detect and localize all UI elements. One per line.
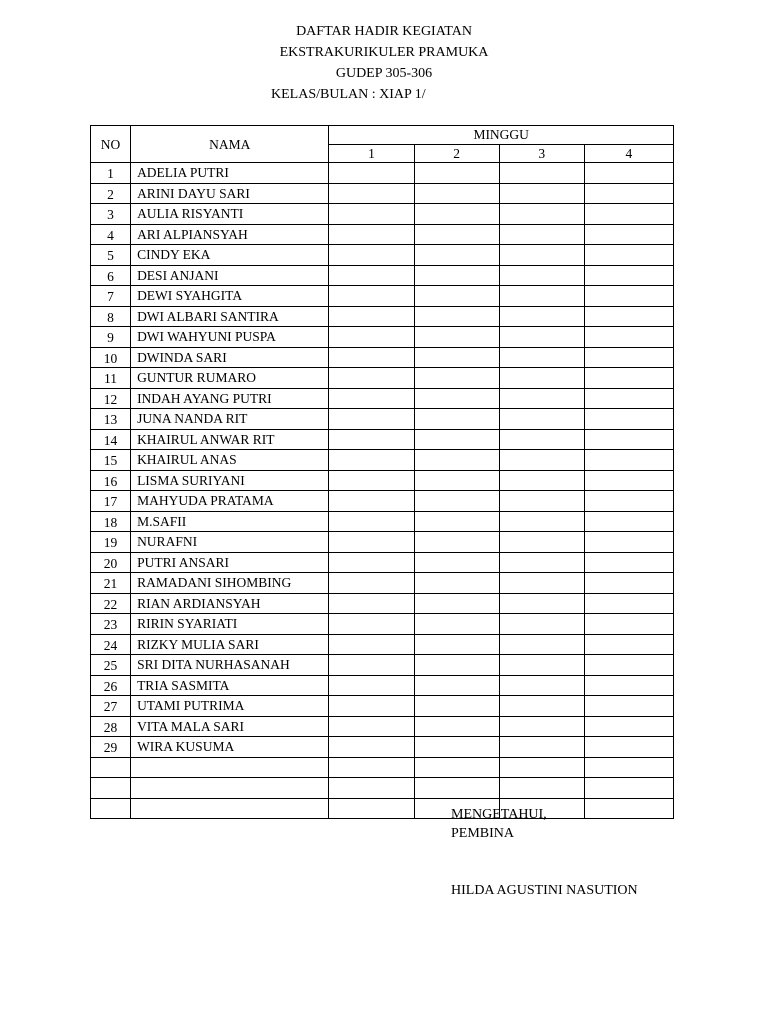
week-3-cell[interactable] <box>499 675 584 696</box>
week-2-cell[interactable] <box>414 737 499 758</box>
week-3-cell[interactable] <box>499 491 584 512</box>
week-3-cell[interactable] <box>499 778 584 799</box>
week-2-cell[interactable] <box>414 675 499 696</box>
week-3-cell[interactable] <box>499 183 584 204</box>
week-4-cell[interactable] <box>584 450 673 471</box>
table-row <box>91 634 674 655</box>
acknowledged-label: MENGETAHUI, <box>451 807 547 822</box>
week-2-cell[interactable] <box>414 450 499 471</box>
table-row <box>91 347 674 368</box>
student-name: WIRA KUSUMA <box>131 737 329 758</box>
week-2-cell[interactable] <box>414 470 499 491</box>
week-2-cell[interactable] <box>414 696 499 717</box>
week-4-cell[interactable] <box>584 532 673 553</box>
week-1-cell[interactable] <box>329 245 414 266</box>
week-3-cell[interactable] <box>499 573 584 594</box>
table-row <box>91 245 674 266</box>
table-body <box>91 163 674 819</box>
row-number: 10 <box>91 347 131 368</box>
week-2-cell[interactable] <box>414 778 499 799</box>
week-1-cell[interactable] <box>329 737 414 758</box>
week-2-cell[interactable] <box>414 573 499 594</box>
student-name: DWI ALBARI SANTIRA <box>131 306 329 327</box>
row-number: 26 <box>91 675 131 696</box>
week-3-cell[interactable] <box>499 347 584 368</box>
week-4-cell[interactable] <box>584 552 673 573</box>
row-number: 18 <box>91 511 131 532</box>
table-row <box>91 470 674 491</box>
document-title: DAFTAR HADIR KEGIATAN <box>296 24 472 39</box>
student-name: TRIA SASMITA <box>131 675 329 696</box>
week-3-cell[interactable] <box>499 552 584 573</box>
row-number: 12 <box>91 388 131 409</box>
week-2-cell[interactable] <box>414 614 499 635</box>
student-name: RIAN ARDIANSYAH <box>131 593 329 614</box>
row-number <box>91 778 131 799</box>
student-name: ARINI DAYU SARI <box>131 183 329 204</box>
row-number: 25 <box>91 655 131 676</box>
header-week-4: 4 <box>584 144 673 163</box>
row-number: 9 <box>91 327 131 348</box>
week-1-cell[interactable] <box>329 368 414 389</box>
student-name: MAHYUDA PRATAMA <box>131 491 329 512</box>
week-4-cell[interactable] <box>584 716 673 737</box>
week-4-cell[interactable] <box>584 327 673 348</box>
week-2-cell[interactable] <box>414 306 499 327</box>
week-4-cell[interactable] <box>584 757 673 778</box>
table-row <box>91 204 674 225</box>
table-row <box>91 163 674 184</box>
row-number: 29 <box>91 737 131 758</box>
student-name: UTAMI PUTRIMA <box>131 696 329 717</box>
table-row <box>91 224 674 245</box>
student-name: GUNTUR RUMARO <box>131 368 329 389</box>
header-no: NO <box>91 126 131 163</box>
table-row <box>91 614 674 635</box>
table-row <box>91 716 674 737</box>
week-4-cell[interactable] <box>584 224 673 245</box>
document-subtitle: EKSTRAKURIKULER PRAMUKA <box>279 45 489 60</box>
week-2-cell[interactable] <box>414 655 499 676</box>
row-number: 14 <box>91 429 131 450</box>
week-2-cell[interactable] <box>414 163 499 184</box>
week-2-cell[interactable] <box>414 511 499 532</box>
week-1-cell[interactable] <box>329 798 414 819</box>
row-number: 15 <box>91 450 131 471</box>
week-4-cell[interactable] <box>584 286 673 307</box>
week-4-cell[interactable] <box>584 778 673 799</box>
student-name: PUTRI ANSARI <box>131 552 329 573</box>
attendance-table <box>90 125 674 819</box>
table-row <box>91 286 674 307</box>
week-3-cell[interactable] <box>499 306 584 327</box>
student-name <box>131 757 329 778</box>
student-name: INDAH AYANG PUTRI <box>131 388 329 409</box>
student-name: RIRIN SYARIATI <box>131 614 329 635</box>
week-4-cell[interactable] <box>584 593 673 614</box>
header-nama: NAMA <box>131 126 329 163</box>
week-1-cell[interactable] <box>329 757 414 778</box>
week-4-cell[interactable] <box>584 675 673 696</box>
week-2-cell[interactable] <box>414 245 499 266</box>
week-2-cell[interactable] <box>414 347 499 368</box>
week-4-cell[interactable] <box>584 306 673 327</box>
week-2-cell[interactable] <box>414 388 499 409</box>
week-3-cell[interactable] <box>499 245 584 266</box>
week-2-cell[interactable] <box>414 204 499 225</box>
week-1-cell[interactable] <box>329 204 414 225</box>
week-3-cell[interactable] <box>499 470 584 491</box>
week-2-cell[interactable] <box>414 224 499 245</box>
row-number: 21 <box>91 573 131 594</box>
row-number: 27 <box>91 696 131 717</box>
week-4-cell[interactable] <box>584 573 673 594</box>
week-1-cell[interactable] <box>329 696 414 717</box>
row-number <box>91 798 131 819</box>
week-1-cell[interactable] <box>329 778 414 799</box>
table-row <box>91 778 674 799</box>
class-month-label: KELAS/BULAN : XIAP 1/ <box>271 87 426 102</box>
table-row <box>91 450 674 471</box>
week-1-cell[interactable] <box>329 573 414 594</box>
week-3-cell[interactable] <box>499 163 584 184</box>
table-row <box>91 573 674 594</box>
row-number: 16 <box>91 470 131 491</box>
student-name: ADELIA PUTRI <box>131 163 329 184</box>
week-4-cell[interactable] <box>584 347 673 368</box>
week-3-cell[interactable] <box>499 409 584 430</box>
row-number <box>91 757 131 778</box>
week-1-cell[interactable] <box>329 183 414 204</box>
week-2-cell[interactable] <box>414 593 499 614</box>
week-1-cell[interactable] <box>329 511 414 532</box>
student-name: ARI ALPIANSYAH <box>131 224 329 245</box>
week-1-cell[interactable] <box>329 429 414 450</box>
week-4-cell[interactable] <box>584 388 673 409</box>
week-3-cell[interactable] <box>499 593 584 614</box>
week-4-cell[interactable] <box>584 429 673 450</box>
student-name <box>131 798 329 819</box>
week-4-cell[interactable] <box>584 265 673 286</box>
row-number: 5 <box>91 245 131 266</box>
table-row <box>91 327 674 348</box>
student-name: DESI ANJANI <box>131 265 329 286</box>
table-row <box>91 675 674 696</box>
table-row <box>91 265 674 286</box>
week-3-cell[interactable] <box>499 696 584 717</box>
row-number: 3 <box>91 204 131 225</box>
table-row <box>91 429 674 450</box>
week-3-cell[interactable] <box>499 286 584 307</box>
week-4-cell[interactable] <box>584 511 673 532</box>
student-name: KHAIRUL ANWAR RIT <box>131 429 329 450</box>
week-1-cell[interactable] <box>329 655 414 676</box>
week-4-cell[interactable] <box>584 409 673 430</box>
supervisor-name: HILDA AGUSTINI NASUTION <box>451 883 638 898</box>
header-week-1: 1 <box>329 144 414 163</box>
row-number: 8 <box>91 306 131 327</box>
week-4-cell[interactable] <box>584 737 673 758</box>
row-number: 13 <box>91 409 131 430</box>
table-row <box>91 306 674 327</box>
week-1-cell[interactable] <box>329 716 414 737</box>
week-2-cell[interactable] <box>414 757 499 778</box>
week-2-cell[interactable] <box>414 716 499 737</box>
week-3-cell[interactable] <box>499 737 584 758</box>
header-week-3: 3 <box>499 144 584 163</box>
week-2-cell[interactable] <box>414 634 499 655</box>
week-1-cell[interactable] <box>329 265 414 286</box>
row-number: 7 <box>91 286 131 307</box>
row-number: 23 <box>91 614 131 635</box>
student-name: DEWI SYAHGITA <box>131 286 329 307</box>
week-1-cell[interactable] <box>329 675 414 696</box>
week-3-cell[interactable] <box>499 224 584 245</box>
student-name: RIZKY MULIA SARI <box>131 634 329 655</box>
week-2-cell[interactable] <box>414 552 499 573</box>
student-name: LISMA SURIYANI <box>131 470 329 491</box>
week-2-cell[interactable] <box>414 286 499 307</box>
week-3-cell[interactable] <box>499 757 584 778</box>
week-2-cell[interactable] <box>414 409 499 430</box>
student-name: CINDY EKA <box>131 245 329 266</box>
week-3-cell[interactable] <box>499 204 584 225</box>
student-name: NURAFNI <box>131 532 329 553</box>
week-4-cell[interactable] <box>584 368 673 389</box>
row-number: 11 <box>91 368 131 389</box>
student-name: M.SAFII <box>131 511 329 532</box>
student-name: DWINDA SARI <box>131 347 329 368</box>
row-number: 1 <box>91 163 131 184</box>
week-3-cell[interactable] <box>499 614 584 635</box>
student-name <box>131 778 329 799</box>
row-number: 6 <box>91 265 131 286</box>
week-4-cell[interactable] <box>584 163 673 184</box>
table-row <box>91 388 674 409</box>
week-3-cell[interactable] <box>499 388 584 409</box>
week-4-cell[interactable] <box>584 491 673 512</box>
week-1-cell[interactable] <box>329 388 414 409</box>
week-3-cell[interactable] <box>499 265 584 286</box>
week-3-cell[interactable] <box>499 450 584 471</box>
week-2-cell[interactable] <box>414 183 499 204</box>
table-row <box>91 798 674 819</box>
week-4-cell[interactable] <box>584 614 673 635</box>
table-row <box>91 409 674 430</box>
week-3-cell[interactable] <box>499 511 584 532</box>
week-1-cell[interactable] <box>329 532 414 553</box>
week-2-cell[interactable] <box>414 532 499 553</box>
week-4-cell[interactable] <box>584 204 673 225</box>
row-number: 19 <box>91 532 131 553</box>
week-1-cell[interactable] <box>329 593 414 614</box>
week-3-cell[interactable] <box>499 634 584 655</box>
week-1-cell[interactable] <box>329 409 414 430</box>
week-2-cell[interactable] <box>414 265 499 286</box>
week-4-cell[interactable] <box>584 245 673 266</box>
week-3-cell[interactable] <box>499 532 584 553</box>
student-name: SRI DITA NURHASANAH <box>131 655 329 676</box>
week-3-cell[interactable] <box>499 716 584 737</box>
week-3-cell[interactable] <box>499 368 584 389</box>
week-3-cell[interactable] <box>499 655 584 676</box>
week-3-cell[interactable] <box>499 327 584 348</box>
week-1-cell[interactable] <box>329 470 414 491</box>
week-1-cell[interactable] <box>329 634 414 655</box>
week-2-cell[interactable] <box>414 368 499 389</box>
week-4-cell[interactable] <box>584 470 673 491</box>
week-2-cell[interactable] <box>414 327 499 348</box>
table-row <box>91 737 674 758</box>
header-week-2: 2 <box>414 144 499 163</box>
week-1-cell[interactable] <box>329 552 414 573</box>
week-1-cell[interactable] <box>329 286 414 307</box>
week-4-cell[interactable] <box>584 798 673 819</box>
row-number: 20 <box>91 552 131 573</box>
week-1-cell[interactable] <box>329 163 414 184</box>
row-number: 24 <box>91 634 131 655</box>
week-2-cell[interactable] <box>414 429 499 450</box>
week-1-cell[interactable] <box>329 614 414 635</box>
table-row <box>91 593 674 614</box>
week-1-cell[interactable] <box>329 306 414 327</box>
student-name: JUNA NANDA RIT <box>131 409 329 430</box>
table-row <box>91 552 674 573</box>
row-number: 4 <box>91 224 131 245</box>
week-3-cell[interactable] <box>499 429 584 450</box>
row-number: 2 <box>91 183 131 204</box>
table-row <box>91 655 674 676</box>
week-4-cell[interactable] <box>584 183 673 204</box>
row-number: 28 <box>91 716 131 737</box>
student-name: VITA MALA SARI <box>131 716 329 737</box>
table-row <box>91 757 674 778</box>
table-row <box>91 511 674 532</box>
header-minggu: MINGGU <box>329 126 674 145</box>
week-1-cell[interactable] <box>329 450 414 471</box>
student-name: AULIA RISYANTI <box>131 204 329 225</box>
row-number: 17 <box>91 491 131 512</box>
row-number: 22 <box>91 593 131 614</box>
week-4-cell[interactable] <box>584 634 673 655</box>
student-name: RAMADANI SIHOMBING <box>131 573 329 594</box>
gudep-label: GUDEP 305-306 <box>335 66 433 81</box>
supervisor-label: PEMBINA <box>451 826 515 841</box>
week-4-cell[interactable] <box>584 696 673 717</box>
week-4-cell[interactable] <box>584 655 673 676</box>
week-1-cell[interactable] <box>329 491 414 512</box>
student-name: DWI WAHYUNI PUSPA <box>131 327 329 348</box>
week-1-cell[interactable] <box>329 347 414 368</box>
table-row <box>91 491 674 512</box>
week-2-cell[interactable] <box>414 491 499 512</box>
student-name: KHAIRUL ANAS <box>131 450 329 471</box>
table-row <box>91 696 674 717</box>
week-1-cell[interactable] <box>329 327 414 348</box>
table-row <box>91 368 674 389</box>
week-1-cell[interactable] <box>329 224 414 245</box>
table-row <box>91 183 674 204</box>
table-row <box>91 532 674 553</box>
